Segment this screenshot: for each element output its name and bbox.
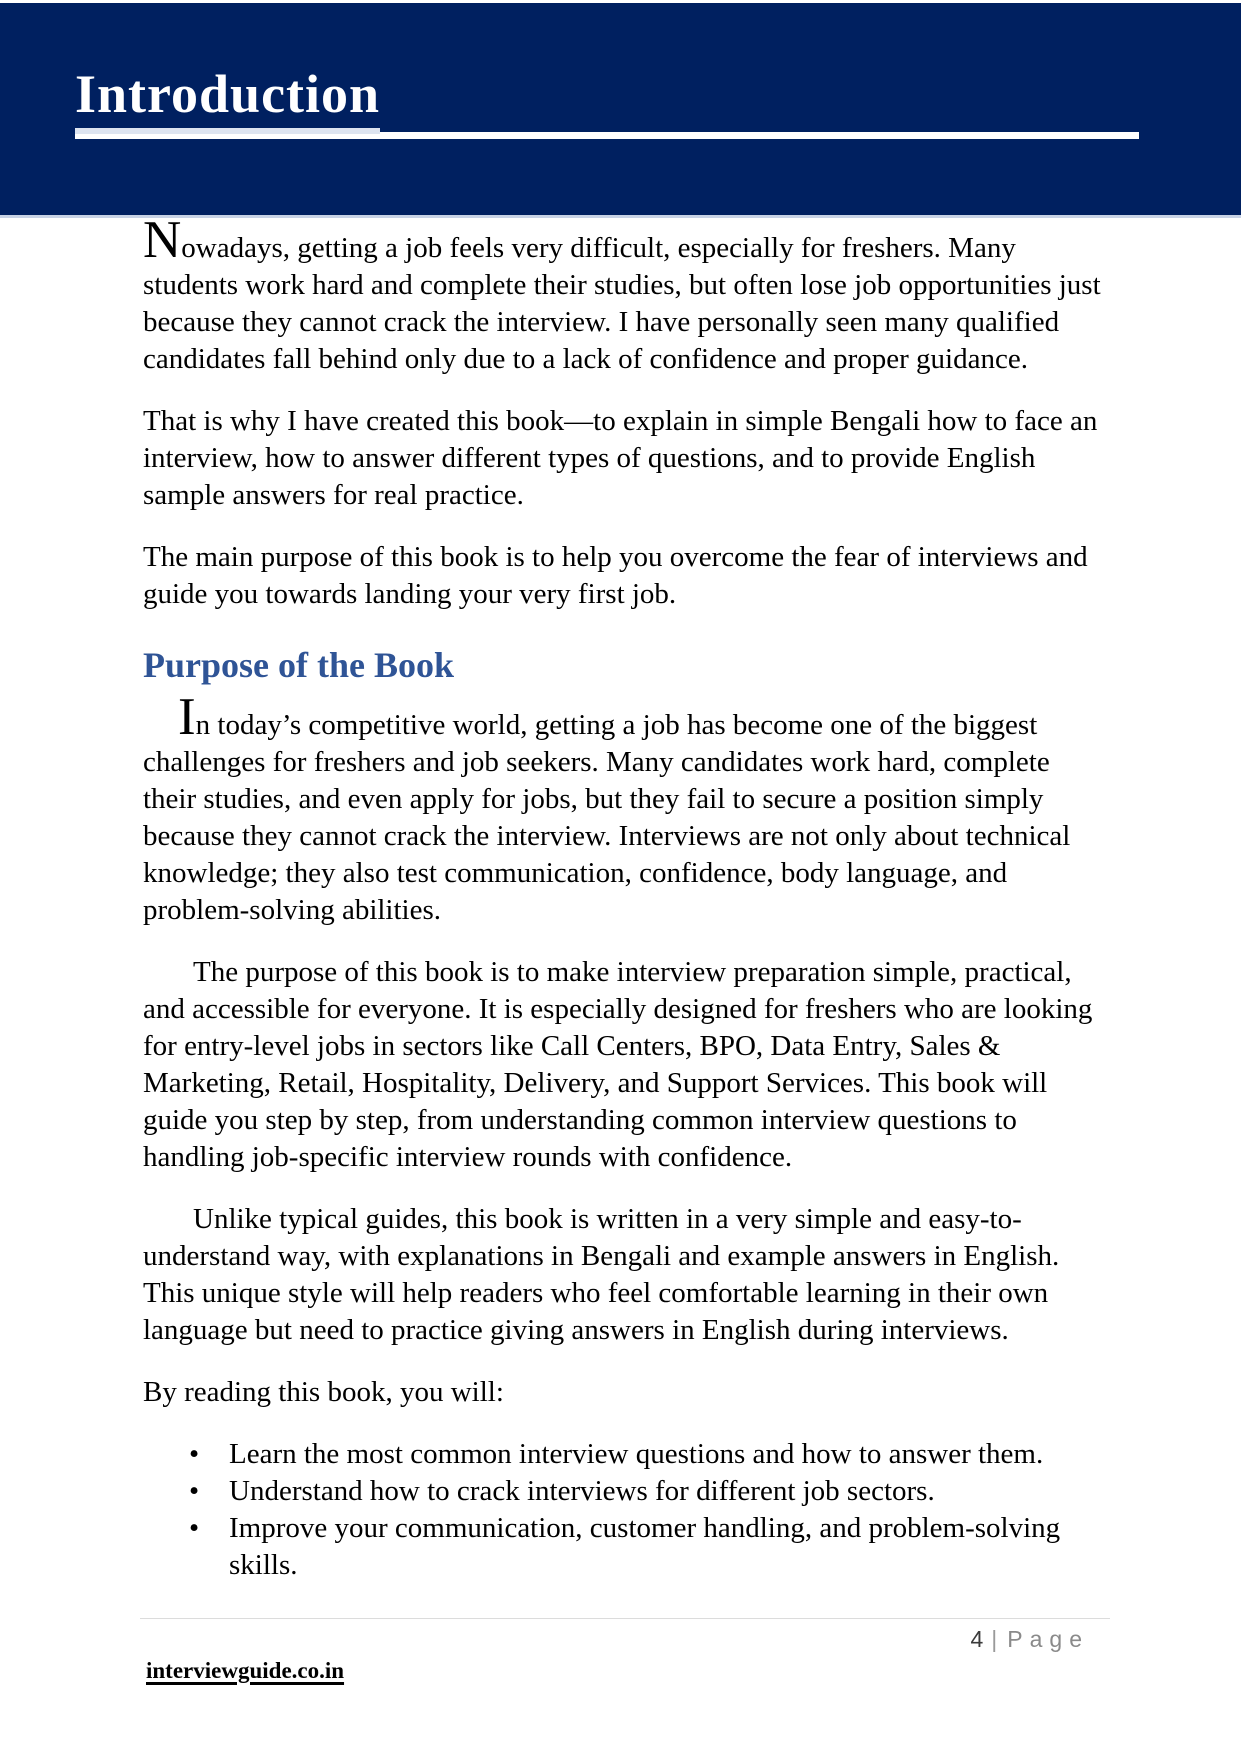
purpose-paragraph-2: The purpose of this book is to make interview preparation simple, practical, and accessible for everyone. It is especially designed for freshers who are looking for entry-level jobs in sectors like Call Centers, BPO, Data Entry, Sales & Marketing, Retail, Hospitality, Delivery, and Support Services. This book will guide you step by step, from understanding common interview questions to handling job-specific interview rounds with confidence. [143, 956, 1093, 1173]
intro-paragraph-2: That is why I have created this book—to explain in simple Bengali how to face an interview, how to answer different types of questions, and to provide English sample answers for real practice. [143, 405, 1098, 511]
raised-initial-letter: N [143, 211, 182, 269]
page-number [971, 1626, 1090, 1653]
purpose-paragraph-3: Unlike typical guides, this book is written in a very simple and easy-to-understand way, with explanations in Bengali and example answers in English. This unique style will help readers who feel comfortable learning in their own language but need to practice giving answers in English during interviews. [143, 1203, 1060, 1346]
chapter-banner [0, 3, 1241, 218]
intro-paragraph-3: The main purpose of this book is to help you overcome the fear of interviews and guide you towards landing your very first job. [143, 541, 1088, 610]
page-content [143, 211, 1108, 1584]
page-footer [0, 1616, 1241, 1755]
page-label: Page [1007, 1626, 1089, 1652]
list-item: • Improve your communication, customer handling, and problem-solving skills. [229, 1510, 1108, 1584]
section-heading-purpose: Purpose of the Book [143, 645, 455, 685]
page-number-value: 4 [970, 1626, 984, 1652]
footer-divider [140, 1618, 1110, 1619]
benefits-list [143, 1436, 1108, 1584]
paragraph-text: n today’s competitive world, getting a job has become one of the biggest challenges for freshers and job seekers. Many candidates work hard, complete their studies, and even apply for jobs, but they fail to secure a position simply because they cannot crack the interview. Interviews are not only about technical knowledge; they also test communication, confidence, body language, and problem-solving abilities. [143, 709, 1071, 926]
list-item: • Learn the most common interview questions and how to answer them. [229, 1436, 1108, 1473]
purpose-paragraph-1 [143, 688, 1108, 929]
chapter-title-block [75, 64, 1139, 139]
chapter-title: Introduction [75, 67, 380, 134]
list-lead-in: By reading this book, you will: [143, 1376, 504, 1408]
intro-paragraph-1 [143, 211, 1108, 378]
list-item: • Understand how to crack interviews for different job sectors. [229, 1473, 1108, 1510]
raised-initial-letter: I [178, 688, 196, 746]
paragraph-text: owadays, getting a job feels very difficult, especially for freshers. Many students work hard and complete their studies, but often lose job opportunities just because they cannot crack the interview. I have personally seen many qualified candidates fall behind only due to a lack of confidence and proper guidance. [143, 232, 1101, 375]
website-link[interactable]: interviewguide.co.in [146, 1658, 345, 1683]
page-number-separator: | [991, 1626, 998, 1652]
